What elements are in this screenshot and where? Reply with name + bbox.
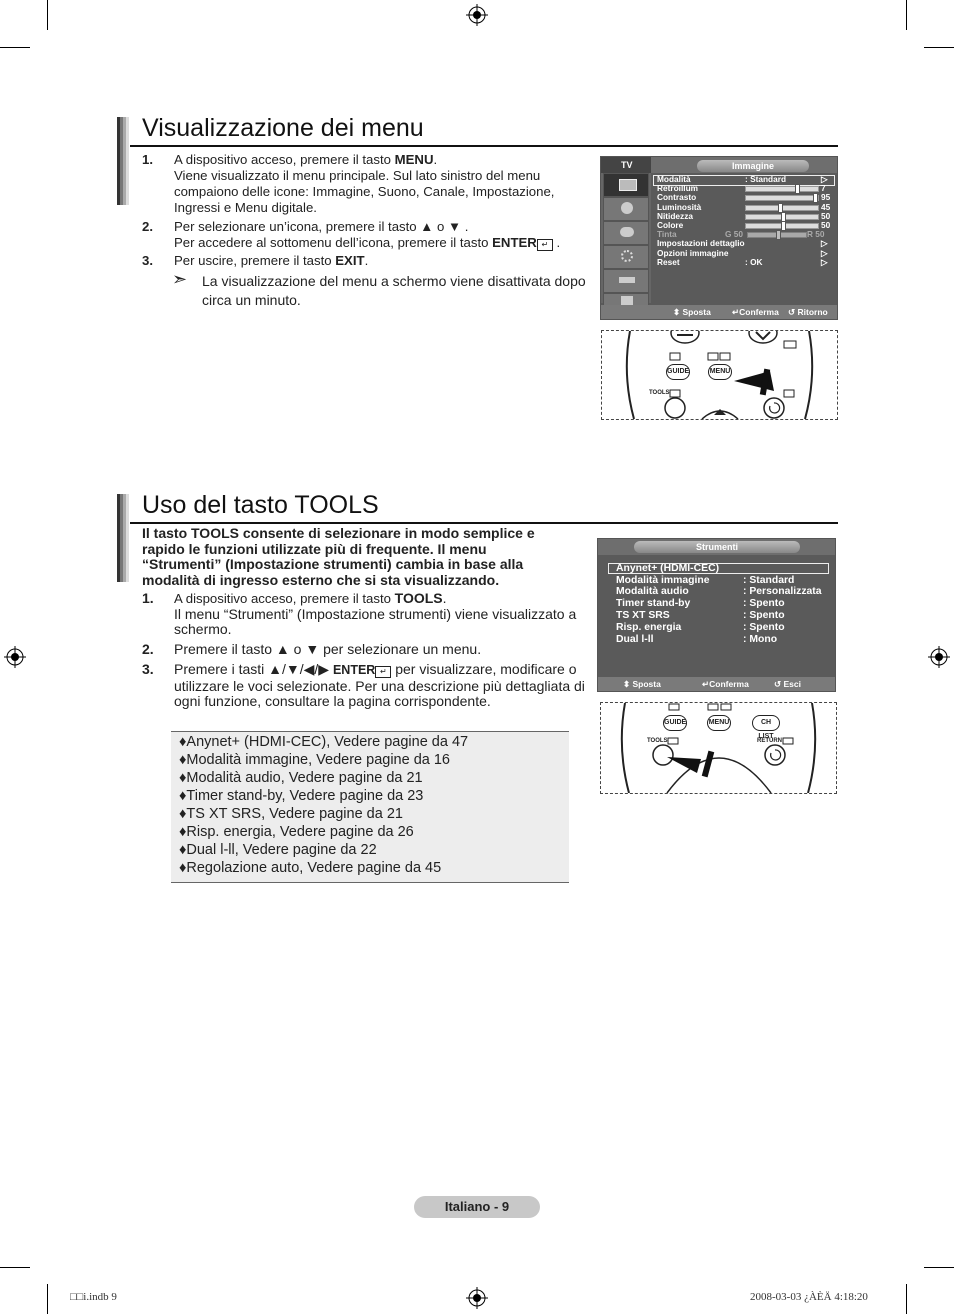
menu-header: Immagine: [697, 160, 809, 172]
section-title: Visualizzazione dei menu: [142, 114, 424, 142]
slider-knob[interactable]: [781, 221, 786, 231]
enter-icon: ↵: [537, 239, 553, 251]
ch-list-button[interactable]: CH LIST: [752, 715, 780, 731]
osd1-subrow-value: : OK: [745, 256, 763, 267]
registration-mark-icon: [466, 4, 488, 26]
exit-hint: ↺ Esci: [774, 679, 801, 689]
osd1-tint-label: Tinta: [657, 229, 677, 240]
osd1-slider[interactable]: [745, 186, 819, 192]
page-number: Italiano - 9: [414, 1196, 540, 1218]
tools-label: TOOLS: [649, 390, 670, 396]
osd2-row-label[interactable]: Anynet+ (HDMI-CEC): [616, 563, 720, 574]
section-rule: [130, 522, 838, 524]
confirm-hint: ↵Conferma: [702, 679, 749, 689]
osd2-row-value: : Mono: [743, 633, 778, 645]
return-label: RETURN: [757, 738, 782, 744]
section-bar: [117, 494, 129, 582]
return-hint: ↺ Ritorno: [788, 307, 828, 317]
picture-icon[interactable]: [603, 173, 649, 197]
tools-reference-list: [171, 731, 569, 883]
menu-button[interactable]: MENU: [707, 715, 731, 731]
tools-list-item: ♦TS XT SRS, Vedere pagine da 21: [179, 806, 403, 822]
osd1-row-label[interactable]: Colore: [657, 220, 684, 230]
tv-label: TV: [601, 157, 651, 173]
tools-intro: Il tasto TOOLS consente di selezionare in modo semplice e rapido le funzioni utilizzate più di frequente. Il menu “Strumenti” (Impostazione strumenti) cambia in base alla modalità di ingresso esterno che si sta visualizzando.: [142, 525, 535, 588]
remote-illustration-2: [600, 702, 837, 794]
osd2-row-label[interactable]: Modalità audio: [616, 586, 689, 598]
registration-mark-icon: [4, 646, 26, 668]
osd2-row-label[interactable]: Risp. energia: [616, 621, 682, 633]
osd-sidebar: [601, 173, 651, 303]
osd2-row-label[interactable]: Modalità immagine: [616, 574, 710, 586]
tools-list-item: ♦Timer stand-by, Vedere pagine da 23: [179, 788, 424, 804]
tools-list-item: ♦Modalità audio, Vedere pagine da 21: [179, 770, 423, 786]
osd1-row-value: 45: [821, 201, 831, 212]
step-3: 3. Per uscire, premere il tasto EXIT.: [142, 253, 369, 268]
remote-illustration-1: [601, 330, 838, 420]
section-bar: [117, 117, 129, 205]
sound-icon[interactable]: [603, 197, 649, 221]
crop-mark: [924, 1267, 954, 1268]
step-2: 2. Per selezionare un’icona, premere il tasto ▲ o ▼ . Per accedere al sottomenu dell’icona, premere il tasto ENTER ↵ .: [142, 219, 561, 250]
osd2-row-value: : Personalizzata: [743, 586, 822, 598]
osd1-slider[interactable]: [745, 214, 819, 220]
osd1-slider[interactable]: [745, 205, 819, 211]
osd2-row-label[interactable]: TS XT SRS: [616, 609, 670, 621]
osd1-row-label[interactable]: Nitidezza: [657, 210, 693, 221]
tools-list-item: ♦Regolazione auto, Vedere pagine da 45: [179, 860, 442, 876]
step-1: 1. A dispositivo acceso, premere il tasto TOOLS. Il menu “Strumenti” (Impostazione strumenti) viene visualizzato a schermo.: [142, 590, 577, 637]
osd-footer: [598, 677, 835, 691]
osd2-row-value: : Spento: [743, 621, 785, 633]
osd1-row-label[interactable]: Retroillum: [657, 183, 699, 194]
osd1-row-value: 50: [821, 210, 831, 221]
crop-mark: [47, 1284, 48, 1314]
osd1-slider[interactable]: [745, 195, 819, 201]
tools-label: TOOLS: [647, 738, 668, 744]
osd1-tint-r: R 50: [807, 229, 825, 240]
osd1-subrow-label[interactable]: Impostazioni dettaglio: [657, 238, 745, 249]
tools-list-item: ♦Anynet+ (HDMI-CEC), Vedere pagine da 47: [179, 734, 469, 750]
steps-list: [142, 152, 582, 269]
submenu-arrow-icon: ▷: [821, 238, 828, 249]
osd1-row-value: 95: [821, 192, 831, 203]
osd1-row-label[interactable]: Luminosità: [657, 201, 702, 212]
registration-mark-icon: [928, 646, 950, 668]
step-3: 3. Premere i tasti ▲/▼/◀/▶ ENTER ↵ per visualizzare, modificare o utilizzare le voci selezionate. Per una descrizione più dettagliata di ogni funzione, consultare la pagina corrispondente.: [142, 661, 585, 709]
imprint-left: □□i.indb 9: [70, 1291, 117, 1303]
tools-list-item: ♦Risp. energia, Vedere pagine da 26: [179, 824, 414, 840]
osd1-row-label[interactable]: Contrasto: [657, 192, 697, 203]
osd2-row-value: : Spento: [743, 598, 785, 610]
osd1-row-value: 50: [821, 220, 831, 230]
osd2-row-value: : Standard: [743, 574, 795, 586]
move-hint: ⬍ Sposta: [623, 679, 661, 689]
osd-tools-menu: [597, 538, 836, 692]
crop-mark: [0, 1267, 30, 1268]
crop-mark: [47, 0, 48, 30]
steps-list: [142, 591, 586, 710]
osd1-subrow-label[interactable]: Reset: [657, 256, 680, 267]
submenu-arrow-icon: ▷: [821, 247, 828, 258]
registration-mark-icon: [466, 1287, 488, 1309]
note-arrow-icon: ➣: [172, 269, 188, 289]
slider-knob[interactable]: [813, 193, 818, 203]
tools-list-item: ♦Dual l-ll, Vedere pagine da 22: [179, 842, 377, 858]
crop-mark: [0, 47, 30, 48]
guide-button[interactable]: GUIDE: [666, 364, 690, 380]
step-1: 1. A dispositivo acceso, premere il tasto MENU. Viene visualizzato il menu principale. Sul lato sinistro del menu compaiono delle icone: Immagine, Suono, Canale, Impostazione, Ingressi e Menu digitale.: [142, 152, 555, 215]
osd1-tint-g: G 50: [725, 229, 743, 240]
osd2-row-label[interactable]: Timer stand-by: [616, 598, 691, 610]
slider-knob: [776, 230, 781, 240]
note: ➣ La visualizzazione del menu a schermo viene disattivata dopo circa un minuto.: [172, 269, 586, 308]
osd-footer: [601, 305, 837, 319]
slider-knob[interactable]: [795, 184, 800, 194]
crop-mark: [906, 0, 907, 30]
menu-header: Strumenti: [634, 541, 800, 553]
section-rule: [130, 145, 838, 147]
channel-icon[interactable]: [603, 221, 649, 245]
submenu-arrow-icon: ▷: [821, 174, 828, 184]
osd-picture-menu: [600, 156, 838, 320]
step-2: 2. Premere il tasto ▲ o ▼ per selezionare un menu.: [142, 640, 482, 657]
osd1-row-value: 7: [821, 183, 826, 194]
crop-mark: [906, 1284, 907, 1314]
osd1-subrow-label[interactable]: Opzioni immagine: [657, 247, 729, 258]
osd2-row-value: : Spento: [743, 609, 785, 621]
tools-list-item: ♦Modalità immagine, Vedere pagine da 16: [179, 752, 450, 768]
osd1-slider[interactable]: [745, 223, 819, 229]
move-hint: ⬍ Sposta: [673, 307, 711, 317]
menu-button[interactable]: MENU: [708, 364, 732, 380]
crop-mark: [924, 47, 954, 48]
osd2-row-label[interactable]: Dual l-ll: [616, 633, 654, 645]
confirm-hint: ↵Conferma: [732, 307, 779, 317]
guide-button[interactable]: GUIDE: [663, 715, 687, 731]
osd1-tint-slider: [747, 232, 807, 238]
osd1-row-label[interactable]: Modalità: [657, 174, 691, 184]
input-icon[interactable]: [603, 269, 649, 293]
submenu-arrow-icon: ▷: [821, 256, 828, 267]
section-title: Uso del tasto TOOLS: [142, 491, 379, 519]
osd1-row-value: : Standard: [745, 174, 787, 184]
setup-icon[interactable]: [603, 245, 649, 269]
enter-icon: ↵: [375, 666, 391, 678]
imprint-right: 2008-03-03 ¿ÀÈÄ 4:18:20: [750, 1291, 868, 1303]
